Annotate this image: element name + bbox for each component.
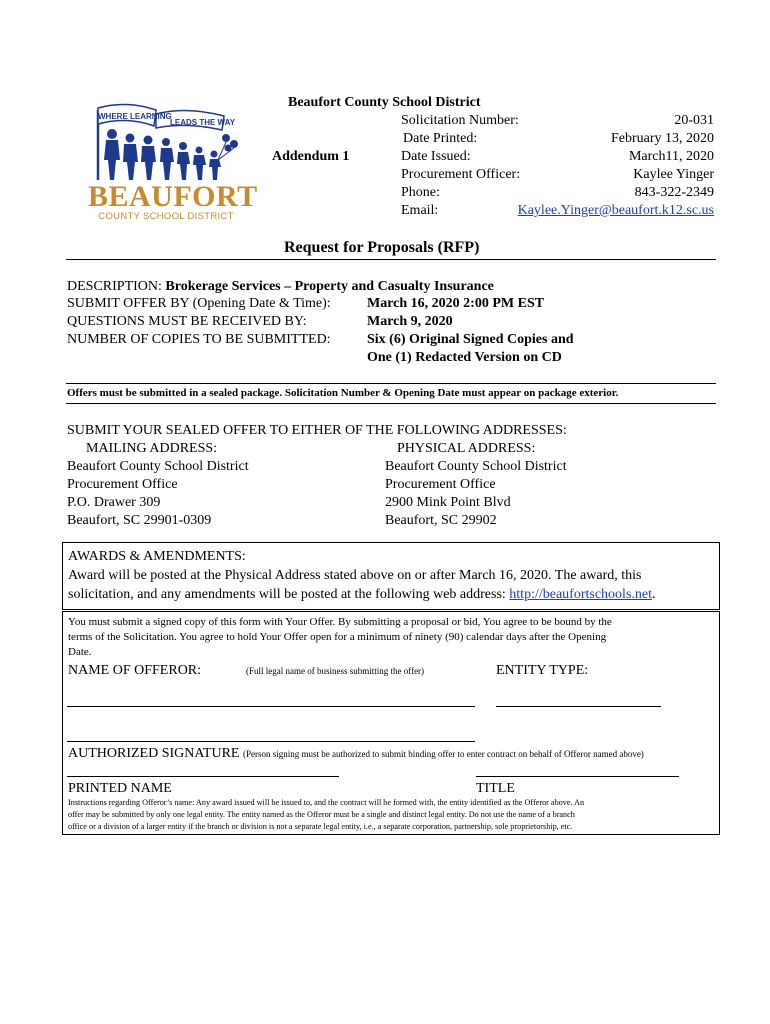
signature-line[interactable]	[67, 741, 475, 742]
questions-value: March 9, 2020	[367, 314, 453, 329]
website-link[interactable]: http://beaufortschools.net	[509, 587, 652, 602]
logo-banner-left: WHERE LEARNING	[98, 112, 172, 121]
logo-subtitle: COUNTY SCHOOL DISTRICT	[98, 211, 234, 222]
logo-wordmark: BEAUFORT	[88, 180, 258, 213]
awards-line-2-end: .	[652, 587, 656, 602]
title-divider	[66, 259, 716, 260]
copies-value-2: One (1) Redacted Version on CD	[367, 350, 562, 365]
solicitation-number-label: Solicitation Number:	[401, 113, 519, 128]
procurement-officer-label: Procurement Officer:	[401, 167, 521, 182]
awards-line-2-text: solicitation, and any amendments will be posted at the following web address:	[68, 587, 510, 602]
page-title: Request for Proposals (RFP)	[284, 239, 480, 256]
instructions-line-3: office or a division of a larger entity if the branch or division is not a separate legal entity, i.e., a separate corporation, partnership, sole proprietorship, etc.	[68, 822, 573, 831]
copies-value-1: Six (6) Original Signed Copies and	[367, 332, 574, 347]
instructions-line-1: Instructions regarding Offeror’s name: Any award issued will be issued to, and the contract will be formed with, the entity identified as the Offeror above. An	[68, 798, 585, 807]
authorized-signature-label: AUTHORIZED SIGNATURE	[68, 746, 240, 761]
mailing-line: Beaufort, SC 29901-0309	[67, 513, 212, 528]
addresses-heading: SUBMIT YOUR SEALED OFFER TO EITHER OF THE FOLLOWING ADDRESSES:	[67, 423, 567, 438]
date-issued-label: Date Issued:	[401, 149, 471, 164]
signature-hint: (Person signing must be authorized to submit binding offer to enter contract on behalf of Offeror named above)	[243, 749, 644, 759]
entity-type-label: ENTITY TYPE:	[496, 663, 589, 678]
title-label: TITLE	[476, 781, 515, 796]
phone-label: Phone:	[401, 185, 440, 200]
submit-offer-label: SUBMIT OFFER BY (Opening Date & Time):	[67, 296, 331, 311]
title-line[interactable]	[476, 776, 679, 777]
date-printed-value: February 13, 2020	[610, 131, 714, 146]
submit-offer-value: March 16, 2020 2:00 PM EST	[367, 296, 545, 311]
mailing-address-heading: MAILING ADDRESS:	[86, 441, 218, 456]
terms-line-2: terms of the Solicitation. You agree to hold Your Offer open for a minimum of ninety (90) calendar days after the Opening	[68, 631, 607, 643]
terms-line-1: You must submit a signed copy of this form with Your Offer. By submitting a proposal or bid, You agree to be bound by the	[68, 616, 612, 628]
email-link[interactable]: Kaylee.Yinger@beaufort.k12.sc.us	[517, 203, 714, 218]
awards-line-2	[68, 586, 656, 603]
notice-bottom-divider	[66, 403, 716, 404]
physical-line: Beaufort County School District	[385, 459, 567, 474]
offeror-name-hint: (Full legal name of business submitting the offer)	[246, 666, 425, 676]
date-issued-value: March11, 2020	[628, 149, 714, 164]
offeror-name-line[interactable]	[67, 706, 475, 707]
physical-line: Procurement Office	[385, 477, 496, 492]
mailing-line: Beaufort County School District	[67, 459, 249, 474]
date-printed-label: Date Printed:	[403, 131, 478, 146]
physical-line: 2900 Mink Point Blvd	[385, 495, 511, 510]
logo-banner-right: LEADS THE WAY	[170, 118, 236, 127]
solicitation-number-value: 20-031	[674, 113, 714, 128]
copies-label: NUMBER OF COPIES TO BE SUBMITTED:	[67, 332, 331, 347]
district-logo	[86, 100, 258, 226]
notice-top-divider	[66, 383, 716, 384]
printed-name-label: PRINTED NAME	[68, 781, 172, 796]
phone-value: 843-322-2349	[634, 185, 714, 200]
mailing-line: Procurement Office	[67, 477, 178, 492]
addendum-label: Addendum 1	[272, 149, 350, 164]
description-value: Brokerage Services – Property and Casualty Insurance	[165, 279, 494, 294]
questions-label: QUESTIONS MUST BE RECEIVED BY:	[67, 314, 307, 329]
procurement-officer-value: Kaylee Yinger	[633, 167, 714, 182]
mailing-line: P.O. Drawer 309	[67, 495, 161, 510]
physical-line: Beaufort, SC 29902	[385, 513, 497, 528]
awards-heading: AWARDS & AMENDMENTS:	[68, 549, 246, 564]
signature-row	[68, 745, 644, 763]
awards-line-1: Award will be posted at the Physical Address stated above on or after March 16, 2020. The award, this	[68, 568, 642, 583]
organization-name: Beaufort County School District	[288, 95, 481, 110]
instructions-line-2: offer may be submitted by only one legal entity. The entity named as the Offeror must be a single and distinct legal entity. Do not use the name of a branch	[68, 810, 575, 819]
entity-type-line[interactable]	[496, 706, 661, 707]
terms-line-3: Date.	[68, 646, 92, 658]
email-label: Email:	[401, 203, 439, 218]
sealed-package-notice: Offers must be submitted in a sealed package. Solicitation Number & Opening Date must appear on package exterior.	[67, 387, 619, 399]
offeror-name-label: NAME OF OFFEROR:	[68, 663, 202, 678]
description-label: DESCRIPTION:	[67, 279, 162, 294]
description-row	[67, 278, 494, 295]
printed-name-line[interactable]	[67, 776, 339, 777]
physical-address-heading: PHYSICAL ADDRESS:	[397, 441, 536, 456]
